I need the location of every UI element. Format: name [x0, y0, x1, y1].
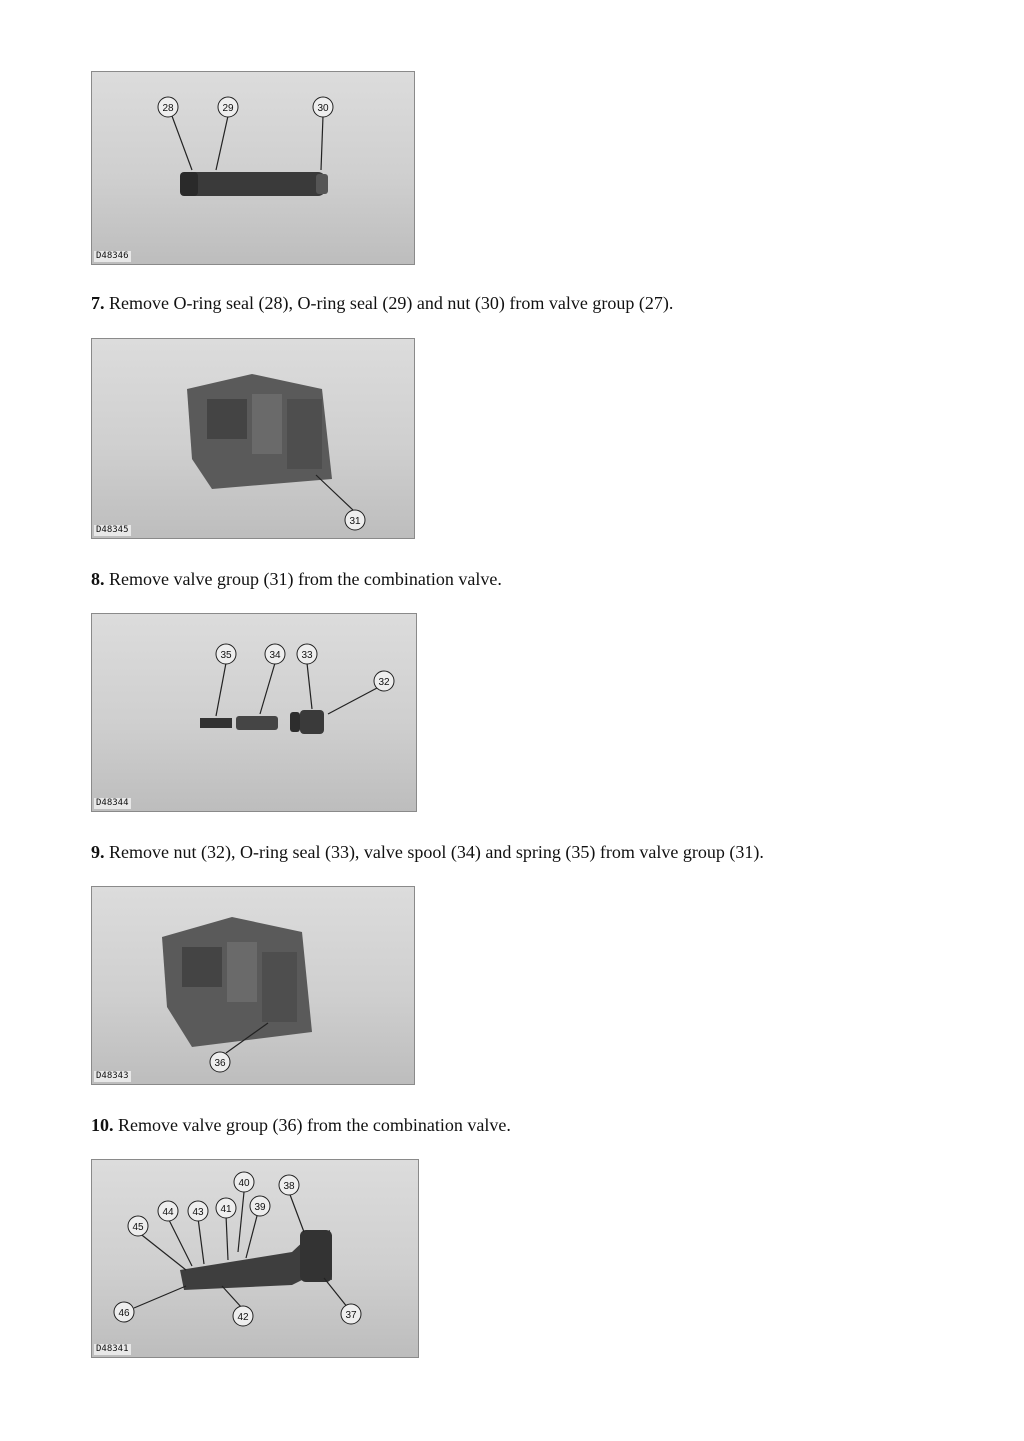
figure-d48341: [91, 1159, 419, 1358]
figure-d48344: [91, 613, 417, 812]
callout-39: 39: [254, 1202, 266, 1213]
callout-30: 30: [317, 103, 329, 114]
callout-41: 41: [220, 1204, 232, 1215]
step-text: Remove nut (32), O-ring seal (33), valve spool (34) and spring (35) from valve group (31).: [104, 842, 764, 862]
figure-d48346-illustration: [92, 72, 415, 265]
callout-29: 29: [222, 103, 234, 114]
callout-44: 44: [162, 1207, 174, 1218]
callout-32: 32: [378, 677, 390, 688]
callout-33: 33: [301, 650, 313, 661]
figure-d48346: [91, 71, 415, 265]
step-text: Remove valve group (31) from the combination valve.: [104, 569, 502, 589]
figure-id: D48346: [96, 251, 129, 261]
callout-34: 34: [269, 650, 281, 661]
step-8: [91, 568, 502, 590]
callout-36: 36: [214, 1058, 226, 1069]
figure-id: D48343: [96, 1071, 129, 1081]
figure-d48343: [91, 886, 415, 1085]
callout-28: 28: [162, 103, 174, 114]
callout-31: 31: [349, 516, 361, 527]
figure-id: D48345: [96, 525, 129, 535]
step-9: [91, 841, 764, 863]
figure-d48341-illustration: [92, 1160, 419, 1358]
step-number: 7.: [91, 293, 105, 313]
step-7: [91, 292, 673, 314]
figure-id: D48341: [96, 1344, 129, 1354]
callout-40: 40: [238, 1178, 250, 1189]
figure-d48345-illustration: [92, 339, 415, 539]
figure-d48344-illustration: [92, 614, 417, 812]
figure-d48343-illustration: [92, 887, 415, 1085]
figure-d48345: [91, 338, 415, 539]
step-number: 8.: [91, 569, 105, 589]
step-text: Remove O-ring seal (28), O-ring seal (29) and nut (30) from valve group (27).: [104, 293, 674, 313]
step-text: Remove valve group (36) from the combination valve.: [113, 1115, 511, 1135]
step-number: 9.: [91, 842, 105, 862]
callout-38: 38: [283, 1181, 295, 1192]
callout-45: 45: [132, 1222, 144, 1233]
figure-id: D48344: [96, 798, 129, 808]
step-10: [91, 1114, 511, 1136]
callout-43: 43: [192, 1207, 204, 1218]
step-number: 10.: [91, 1115, 114, 1135]
callout-35: 35: [220, 650, 232, 661]
callout-37: 37: [345, 1310, 357, 1321]
callout-42: 42: [237, 1312, 249, 1323]
callout-46: 46: [118, 1308, 130, 1319]
